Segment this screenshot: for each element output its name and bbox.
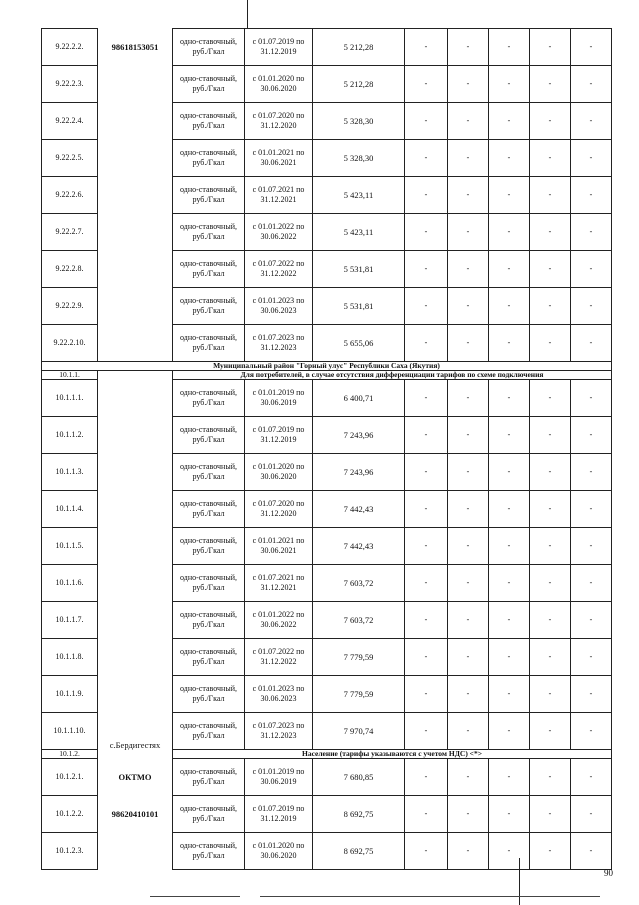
empty-value-cell: - — [405, 676, 448, 713]
empty-value-cell: - — [530, 66, 571, 103]
empty-value-cell: - — [489, 214, 530, 251]
code-cell — [98, 325, 173, 362]
empty-value-cell: - — [530, 417, 571, 454]
empty-value-cell: - — [571, 454, 612, 491]
empty-value-cell: - — [571, 491, 612, 528]
period-cell: с 01.07.2021 по 31.12.2021 — [245, 177, 313, 214]
tariff-value-cell: 5 423,11 — [313, 214, 405, 251]
tariff-type-cell: одно-ставочный, руб./Гкал — [173, 177, 245, 214]
tariff-value-cell: 8 692,75 — [313, 833, 405, 870]
code-cell — [98, 177, 173, 214]
empty-value-cell: - — [571, 759, 612, 796]
row-number-cell: 9.22.2.10. — [42, 325, 98, 362]
empty-value-cell: - — [405, 833, 448, 870]
empty-value-cell: - — [489, 417, 530, 454]
tariff-value-cell: 8 692,75 — [313, 796, 405, 833]
empty-value-cell: - — [489, 759, 530, 796]
empty-value-cell: - — [489, 833, 530, 870]
period-cell: с 01.07.2020 по 31.12.2020 — [245, 103, 313, 140]
period-cell: с 01.07.2022 по 31.12.2022 — [245, 639, 313, 676]
empty-value-cell: - — [405, 325, 448, 362]
table-row — [42, 417, 612, 454]
code-cell — [98, 833, 173, 870]
tariff-value-cell: 5 531,81 — [313, 251, 405, 288]
empty-value-cell: - — [405, 214, 448, 251]
row-number-cell: 10.1.1.3. — [42, 454, 98, 491]
tariff-value-cell: 7 779,59 — [313, 639, 405, 676]
empty-value-cell: - — [489, 491, 530, 528]
tariff-value-cell: 7 243,96 — [313, 454, 405, 491]
code-cell — [98, 528, 173, 565]
empty-value-cell: - — [405, 491, 448, 528]
table-row — [42, 713, 612, 750]
subsection-number: 10.1.2. — [42, 750, 98, 759]
tariff-type-cell: одно-ставочный, руб./Гкал — [173, 103, 245, 140]
empty-value-cell: - — [571, 29, 612, 66]
row-number-cell: 9.22.2.6. — [42, 177, 98, 214]
table-row — [42, 759, 612, 796]
empty-value-cell: - — [530, 103, 571, 140]
empty-value-cell: - — [448, 417, 489, 454]
empty-value-cell: - — [530, 833, 571, 870]
empty-value-cell: - — [530, 796, 571, 833]
empty-value-cell: - — [571, 833, 612, 870]
empty-value-cell: - — [489, 103, 530, 140]
period-cell: с 01.07.2020 по 31.12.2020 — [245, 491, 313, 528]
tariff-value-cell: 7 779,59 — [313, 676, 405, 713]
row-number-cell: 9.22.2.2. — [42, 29, 98, 66]
tariff-value-cell: 6 400,71 — [313, 380, 405, 417]
empty-value-cell: - — [571, 103, 612, 140]
table-row — [42, 325, 612, 362]
period-cell: с 01.07.2022 по 31.12.2022 — [245, 251, 313, 288]
empty-value-cell: - — [530, 713, 571, 750]
empty-value-cell: - — [448, 29, 489, 66]
code-cell — [98, 288, 173, 325]
empty-value-cell: - — [405, 528, 448, 565]
empty-value-cell: - — [448, 639, 489, 676]
table-row — [42, 833, 612, 870]
table-row — [42, 288, 612, 325]
period-cell: с 01.01.2020 по 30.06.2020 — [245, 454, 313, 491]
empty-value-cell: - — [405, 140, 448, 177]
empty-value-cell: - — [405, 759, 448, 796]
code-cell — [98, 639, 173, 676]
region-header-row — [42, 362, 612, 371]
tariff-value-cell: 7 442,43 — [313, 491, 405, 528]
empty-value-cell: - — [489, 528, 530, 565]
empty-value-cell: - — [489, 796, 530, 833]
tariff-type-cell: одно-ставочный, руб./Гкал — [173, 491, 245, 528]
scan-line — [150, 896, 240, 897]
period-cell: с 01.01.2023 по 30.06.2023 — [245, 676, 313, 713]
code-cell — [98, 417, 173, 454]
tariff-value-cell: 7 603,72 — [313, 602, 405, 639]
empty-value-cell: - — [571, 565, 612, 602]
empty-value-cell: - — [530, 565, 571, 602]
period-cell: с 01.01.2023 по 30.06.2023 — [245, 288, 313, 325]
empty-value-cell: - — [530, 251, 571, 288]
table-row — [42, 251, 612, 288]
empty-value-cell: - — [448, 491, 489, 528]
empty-value-cell: - — [571, 66, 612, 103]
period-cell: с 01.01.2019 по 30.06.2019 — [245, 380, 313, 417]
row-number-cell: 10.1.2.2. — [42, 796, 98, 833]
empty-value-cell: - — [489, 325, 530, 362]
row-number-cell: 9.22.2.4. — [42, 103, 98, 140]
settlement-cell: с.Бердигестях — [98, 713, 173, 750]
tariff-type-cell: одно-ставочный, руб./Гкал — [173, 565, 245, 602]
tariff-type-cell: одно-ставочный, руб./Гкал — [173, 417, 245, 454]
row-number-cell: 10.1.2.1. — [42, 759, 98, 796]
empty-value-cell: - — [448, 251, 489, 288]
tariff-value-cell: 5 655,06 — [313, 325, 405, 362]
subsection-label: Население (тарифы указываются с учетом НДС) <*> — [173, 750, 612, 759]
row-number-cell: 10.1.2.3. — [42, 833, 98, 870]
table-row — [42, 676, 612, 713]
code-cell — [98, 66, 173, 103]
empty-value-cell: - — [571, 528, 612, 565]
subsection-header-row — [42, 371, 612, 380]
table-row — [42, 214, 612, 251]
row-number-cell: 9.22.2.8. — [42, 251, 98, 288]
row-number-cell: 9.22.2.9. — [42, 288, 98, 325]
code-cell — [98, 454, 173, 491]
table-row — [42, 103, 612, 140]
table-row — [42, 491, 612, 528]
period-cell: с 01.07.2019 по 31.12.2019 — [245, 796, 313, 833]
tariff-value-cell: 5 328,30 — [313, 140, 405, 177]
empty-value-cell: - — [405, 103, 448, 140]
period-cell: с 01.01.2020 по 30.06.2020 — [245, 66, 313, 103]
empty-value-cell: - — [448, 66, 489, 103]
empty-value-cell: - — [448, 214, 489, 251]
empty-value-cell: - — [530, 454, 571, 491]
tariff-type-cell: одно-ставочный, руб./Гкал — [173, 140, 245, 177]
tariff-type-cell: одно-ставочный, руб./Гкал — [173, 833, 245, 870]
empty-value-cell: - — [489, 288, 530, 325]
table-row — [42, 796, 612, 833]
tariff-type-cell: одно-ставочный, руб./Гкал — [173, 288, 245, 325]
row-number-cell: 10.1.1.7. — [42, 602, 98, 639]
empty-value-cell: - — [530, 602, 571, 639]
empty-value-cell: - — [571, 214, 612, 251]
tariff-value-cell: 5 212,28 — [313, 29, 405, 66]
empty-value-cell: - — [405, 380, 448, 417]
period-cell: с 01.01.2020 по 30.06.2020 — [245, 833, 313, 870]
empty-value-cell: - — [448, 759, 489, 796]
period-cell: с 01.01.2021 по 30.06.2021 — [245, 140, 313, 177]
code-cell — [98, 491, 173, 528]
code-cell — [98, 380, 173, 417]
row-number-cell: 9.22.2.7. — [42, 214, 98, 251]
subsection-label: Для потребителей, в случае отсутствия дифференциации тарифов по схеме подключения — [173, 371, 612, 380]
empty-value-cell: - — [405, 417, 448, 454]
empty-value-cell: - — [489, 177, 530, 214]
empty-value-cell: - — [571, 713, 612, 750]
empty-value-cell: - — [489, 140, 530, 177]
period-cell: с 01.07.2023 по 31.12.2023 — [245, 713, 313, 750]
period-cell: с 01.01.2019 по 30.06.2019 — [245, 759, 313, 796]
empty-value-cell: - — [489, 251, 530, 288]
tariff-value-cell: 5 423,11 — [313, 177, 405, 214]
empty-value-cell: - — [489, 713, 530, 750]
empty-value-cell: - — [489, 454, 530, 491]
empty-value-cell: - — [405, 565, 448, 602]
empty-value-cell: - — [571, 140, 612, 177]
code-cell — [98, 750, 173, 759]
table-row — [42, 380, 612, 417]
empty-value-cell: - — [489, 380, 530, 417]
subsection-header-row — [42, 750, 612, 759]
empty-value-cell: - — [530, 759, 571, 796]
empty-value-cell: - — [448, 833, 489, 870]
table-row — [42, 565, 612, 602]
empty-value-cell: - — [448, 528, 489, 565]
period-cell: с 01.01.2021 по 30.06.2021 — [245, 528, 313, 565]
tariff-value-cell: 5 531,81 — [313, 288, 405, 325]
region-header: Муниципальный район "Горный улус" Республики Саха (Якутия) — [42, 362, 612, 371]
code-cell — [98, 251, 173, 288]
period-cell: с 01.07.2023 по 31.12.2023 — [245, 325, 313, 362]
empty-value-cell: - — [405, 454, 448, 491]
empty-value-cell: - — [489, 565, 530, 602]
empty-value-cell: - — [448, 380, 489, 417]
empty-value-cell: - — [489, 29, 530, 66]
tariff-value-cell: 7 243,96 — [313, 417, 405, 454]
row-number-cell: 10.1.1.4. — [42, 491, 98, 528]
page-number: 90 — [604, 868, 613, 878]
row-number-cell: 9.22.2.3. — [42, 66, 98, 103]
tariff-value-cell: 7 442,43 — [313, 528, 405, 565]
oktmo-label-cell: ОКТМО — [98, 759, 173, 796]
tariff-type-cell: одно-ставочный, руб./Гкал — [173, 676, 245, 713]
empty-value-cell: - — [448, 565, 489, 602]
code-cell — [98, 214, 173, 251]
empty-value-cell: - — [405, 251, 448, 288]
empty-value-cell: - — [448, 177, 489, 214]
period-cell: с 01.01.2022 по 30.06.2022 — [245, 602, 313, 639]
empty-value-cell: - — [448, 676, 489, 713]
empty-value-cell: - — [489, 602, 530, 639]
oktmo-code-cell: 98618153051 — [98, 29, 173, 66]
empty-value-cell: - — [405, 796, 448, 833]
tariff-type-cell: одно-ставочный, руб./Гкал — [173, 602, 245, 639]
period-cell: с 01.07.2019 по 31.12.2019 — [245, 29, 313, 66]
empty-value-cell: - — [571, 288, 612, 325]
tariff-type-cell: одно-ставочный, руб./Гкал — [173, 214, 245, 251]
oktmo-code-cell: 98620410101 — [98, 796, 173, 833]
empty-value-cell: - — [530, 29, 571, 66]
tariff-type-cell: одно-ставочный, руб./Гкал — [173, 713, 245, 750]
tariff-type-cell: одно-ставочный, руб./Гкал — [173, 639, 245, 676]
empty-value-cell: - — [530, 491, 571, 528]
empty-value-cell: - — [530, 380, 571, 417]
empty-value-cell: - — [448, 713, 489, 750]
table-row — [42, 140, 612, 177]
empty-value-cell: - — [448, 140, 489, 177]
tariff-type-cell: одно-ставочный, руб./Гкал — [173, 454, 245, 491]
empty-value-cell: - — [530, 140, 571, 177]
table-row — [42, 66, 612, 103]
tariff-value-cell: 5 328,30 — [313, 103, 405, 140]
empty-value-cell: - — [405, 29, 448, 66]
empty-value-cell: - — [405, 639, 448, 676]
empty-value-cell: - — [571, 251, 612, 288]
scan-line — [260, 896, 600, 897]
row-number-cell: 10.1.1.10. — [42, 713, 98, 750]
empty-value-cell: - — [405, 288, 448, 325]
empty-value-cell: - — [530, 214, 571, 251]
empty-value-cell: - — [405, 177, 448, 214]
tariff-type-cell: одно-ставочный, руб./Гкал — [173, 796, 245, 833]
tariff-value-cell: 7 680,85 — [313, 759, 405, 796]
tariff-table-body — [42, 29, 612, 870]
empty-value-cell: - — [530, 528, 571, 565]
empty-value-cell: - — [448, 288, 489, 325]
row-number-cell: 10.1.1.5. — [42, 528, 98, 565]
period-cell: с 01.07.2021 по 31.12.2021 — [245, 565, 313, 602]
code-cell — [98, 140, 173, 177]
empty-value-cell: - — [405, 66, 448, 103]
empty-value-cell: - — [530, 639, 571, 676]
scan-line — [247, 0, 248, 28]
period-cell: с 01.01.2022 по 30.06.2022 — [245, 214, 313, 251]
tariff-type-cell: одно-ставочный, руб./Гкал — [173, 29, 245, 66]
empty-value-cell: - — [448, 796, 489, 833]
empty-value-cell: - — [530, 676, 571, 713]
empty-value-cell: - — [448, 325, 489, 362]
empty-value-cell: - — [489, 676, 530, 713]
period-cell: с 01.07.2019 по 31.12.2019 — [245, 417, 313, 454]
subsection-number: 10.1.1. — [42, 371, 98, 380]
tariff-type-cell: одно-ставочный, руб./Гкал — [173, 66, 245, 103]
tariff-type-cell: одно-ставочный, руб./Гкал — [173, 528, 245, 565]
table-row — [42, 639, 612, 676]
tariff-type-cell: одно-ставочный, руб./Гкал — [173, 325, 245, 362]
empty-value-cell: - — [448, 103, 489, 140]
code-cell — [98, 602, 173, 639]
tariff-value-cell: 7 603,72 — [313, 565, 405, 602]
empty-value-cell: - — [571, 177, 612, 214]
empty-value-cell: - — [571, 380, 612, 417]
row-number-cell: 10.1.1.9. — [42, 676, 98, 713]
empty-value-cell: - — [571, 796, 612, 833]
empty-value-cell: - — [571, 676, 612, 713]
table-row — [42, 528, 612, 565]
row-number-cell: 9.22.2.5. — [42, 140, 98, 177]
code-cell — [98, 565, 173, 602]
tariff-value-cell: 5 212,28 — [313, 66, 405, 103]
row-number-cell: 10.1.1.6. — [42, 565, 98, 602]
empty-value-cell: - — [571, 639, 612, 676]
empty-value-cell: - — [571, 325, 612, 362]
tariff-type-cell: одно-ставочный, руб./Гкал — [173, 759, 245, 796]
row-number-cell: 10.1.1.2. — [42, 417, 98, 454]
table-row — [42, 177, 612, 214]
tariff-type-cell: одно-ставочный, руб./Гкал — [173, 380, 245, 417]
tariff-table — [41, 28, 612, 870]
empty-value-cell: - — [571, 602, 612, 639]
empty-value-cell: - — [405, 713, 448, 750]
table-row — [42, 602, 612, 639]
empty-value-cell: - — [530, 325, 571, 362]
table-row — [42, 454, 612, 491]
tariff-value-cell: 7 970,74 — [313, 713, 405, 750]
empty-value-cell: - — [405, 602, 448, 639]
empty-value-cell: - — [530, 177, 571, 214]
tariff-type-cell: одно-ставочный, руб./Гкал — [173, 251, 245, 288]
empty-value-cell: - — [530, 288, 571, 325]
empty-value-cell: - — [571, 417, 612, 454]
table-row — [42, 29, 612, 66]
empty-value-cell: - — [489, 639, 530, 676]
code-cell — [98, 103, 173, 140]
empty-value-cell: - — [448, 602, 489, 639]
code-cell — [98, 676, 173, 713]
row-number-cell: 10.1.1.1. — [42, 380, 98, 417]
row-number-cell: 10.1.1.8. — [42, 639, 98, 676]
empty-value-cell: - — [489, 66, 530, 103]
code-cell — [98, 371, 173, 380]
empty-value-cell: - — [448, 454, 489, 491]
